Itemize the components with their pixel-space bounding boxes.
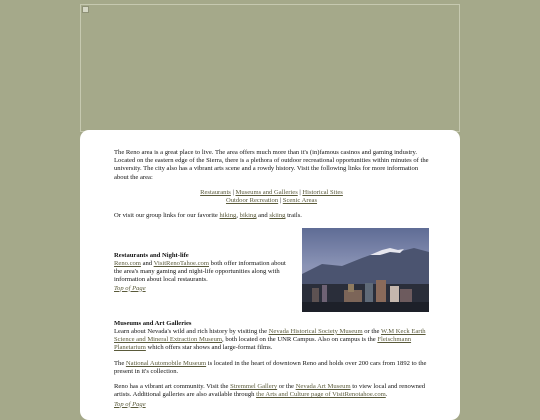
top-of-page-link[interactable]: Top of Page <box>114 400 146 408</box>
group-text: trails. <box>285 212 302 220</box>
link-nevada-art-museum[interactable]: Nevada Art Museum <box>295 383 351 391</box>
link-reno-com[interactable]: Reno.com <box>114 259 141 267</box>
link-arts-culture-page[interactable]: the Arts and Culture page of VisitRenotahoe.com <box>256 391 386 399</box>
intro-paragraph: The Reno area is a great place to live. The area offers much more than it's (in)famous casinos and gaming industry. Located on the eastern edge of the Sierra, there is a plethora of outdoor recreational opportunities within minutes of the university. The city also has a vibrant arts scene and a rowdy history. Visit the following links for more information about the area: <box>114 149 429 181</box>
link-visitrenotahoe[interactable]: VisitRenoTahoe.com <box>153 259 209 267</box>
museums-text-part: , both located on the UNR Campus. Also on campus is the <box>222 336 378 344</box>
area-nav-links <box>114 189 429 205</box>
restaurants-text-part: and <box>140 259 154 267</box>
group-links-paragraph <box>114 212 429 220</box>
link-national-automobile-museum[interactable]: National Automobile Museum <box>125 359 207 367</box>
link-outdoor-recreation[interactable]: Outdoor Recreation <box>225 197 279 205</box>
museums-section <box>114 320 429 409</box>
nav-separator: | <box>230 188 236 196</box>
main-content <box>114 149 429 409</box>
museums-text-part: The <box>114 359 126 367</box>
link-keck-museum[interactable]: W.M Keck Earth Science and Mineral Extraction Museum <box>114 327 426 344</box>
restaurants-text-part: both offer information about the area's many gaming and night-life opportunities along with information about local restaurants. <box>114 259 286 284</box>
group-text: and <box>256 212 270 220</box>
link-skiing[interactable]: skiing <box>269 212 286 220</box>
museums-text-part: Learn about Nevada's wild and rich history by visiting the <box>114 327 269 335</box>
museums-paragraph-3 <box>114 383 429 399</box>
link-biking[interactable]: biking <box>239 212 257 220</box>
broken-image-icon <box>82 6 89 13</box>
museums-text-part: or the <box>362 327 381 335</box>
museums-text-part: Reno has a vibrant art community. Visit the <box>114 383 231 391</box>
museums-text-part: to view local and renowned artists. Additional galleries are also available through <box>114 383 426 399</box>
group-text: , <box>236 212 240 220</box>
museums-paragraph-1 <box>114 328 429 353</box>
museums-paragraph-2 <box>114 360 429 376</box>
restaurants-section <box>114 228 429 312</box>
link-fleischmann-planetarium[interactable]: Fleischmann Planetarium <box>114 336 412 352</box>
restaurants-text <box>114 252 292 293</box>
reno-skyline-photo <box>302 228 429 312</box>
nav-separator: | <box>297 188 303 196</box>
link-nevada-historical-society[interactable]: Nevada Historical Society Museum <box>268 327 363 335</box>
restaurants-paragraph <box>114 260 292 285</box>
nav-separator: | <box>278 197 283 205</box>
link-scenic-areas[interactable]: Scenic Areas <box>282 197 318 205</box>
museums-text-part: or the <box>277 383 296 391</box>
header-banner <box>80 4 460 132</box>
link-stremmel-gallery[interactable]: Stremmel Gallery <box>230 383 278 391</box>
top-of-page-link[interactable]: Top of Page <box>114 284 146 292</box>
link-historical-sites[interactable]: Historical Sites <box>302 188 343 196</box>
link-museums-galleries[interactable]: Museums and Galleries <box>235 188 298 196</box>
museums-text-part: . <box>385 391 388 399</box>
content-panel <box>80 130 460 420</box>
group-text: Or visit our group links for our favorite <box>114 212 220 220</box>
restaurants-heading: Restaurants and Night-life <box>114 251 189 259</box>
museums-text-part: which offers star shows and large-format films. <box>145 344 273 352</box>
museums-heading: Museums and Art Galleries <box>114 319 192 327</box>
link-hiking[interactable]: hiking <box>219 212 237 220</box>
reno-skyline-illustration <box>302 228 429 312</box>
link-restaurants[interactable]: Restaurants <box>200 188 231 196</box>
museums-text-part: is located in the heart of downtown Reno and holds over 200 cars from 1892 to the present in it's collection. <box>114 359 427 375</box>
